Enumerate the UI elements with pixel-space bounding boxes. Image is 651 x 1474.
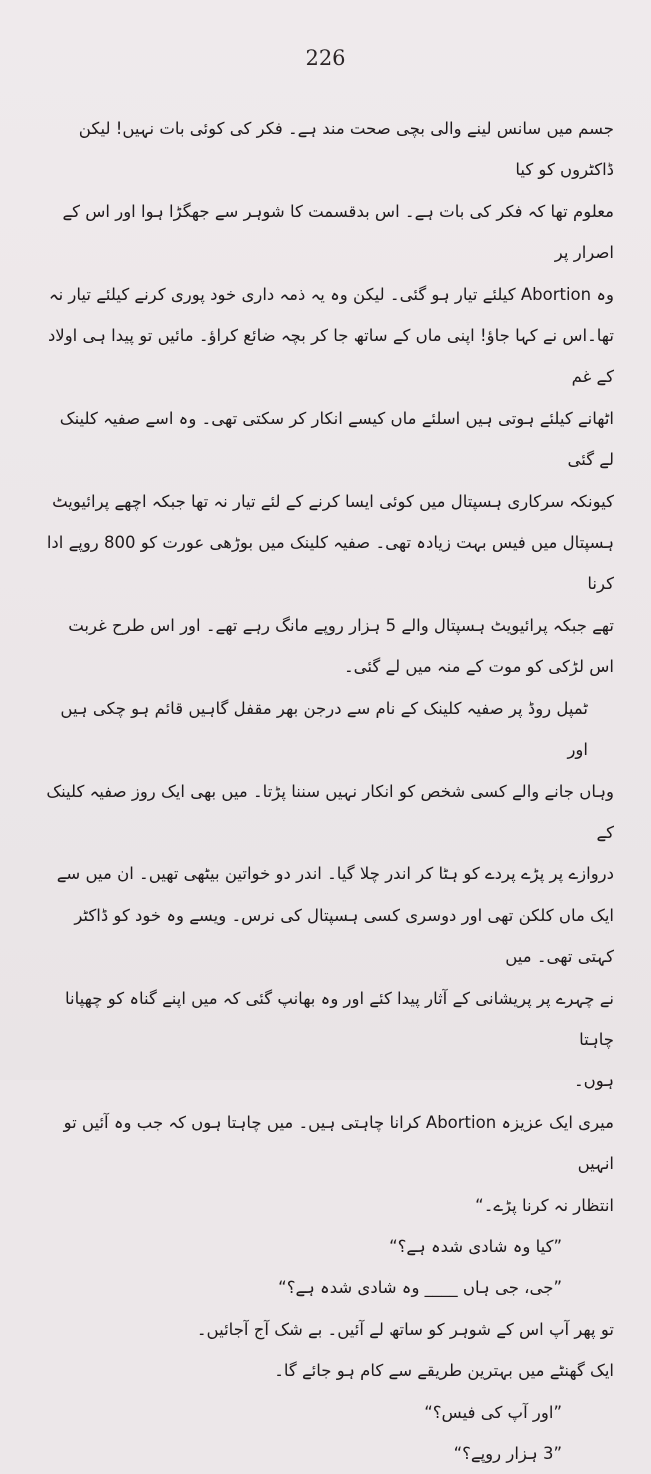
text-line: معلوم تھا کہ فکر کی بات ہے۔ اس بدقسمت کا شوہر سے جھگڑا ہوا اور اس کے اصرار پر — [62, 201, 614, 263]
page-number: 226 — [305, 46, 346, 70]
dialogue-line: ”کیا وہ شادی شدہ ہے؟“ — [389, 1236, 562, 1256]
text-line: کیونکہ سرکاری ہسپتال میں کوئی ایسا کرنے کے لئے تیار نہ تھا جبکہ اچھے پرائیویٹ — [52, 491, 614, 511]
text-line: دروازے پر پڑے پردے کو ہٹا کر اندر چلا گیا۔ اندر دو خواتین بیٹھی تھیں۔ ان میں سے — [56, 864, 614, 884]
text-line: تو پھر آپ اس کے شوہر کو ساتھ لے آئیں۔ بے شک آج آجائیں۔ — [196, 1319, 614, 1339]
text-line: ہسپتال میں فیس بہت زیادہ تھی۔ صفیہ کلینک میں بوڑھی عورت کو 800 روپے ادا کرنا — [46, 533, 614, 594]
text-line: ہوں۔ — [574, 1071, 614, 1091]
text-line: وہاں جانے والے کسی شخص کو انکار نہیں سننا پڑتا۔ میں بھی ایک روز صفیہ کلینک کے — [46, 781, 614, 842]
text-line: انتظار نہ کرنا پڑے۔“ — [475, 1195, 614, 1215]
text-line: وہ Abortion کیلئے تیار ہو گئی۔ لیکن وہ یہ ذمہ داری خود پوری کرنے کیلئے تیار نہ — [48, 284, 614, 304]
text-line: جسم میں سانس لینے والی بچی صحت مند ہے۔ فکر کی کوئی بات نہیں! لیکن ڈاکٹروں کو کیا — [78, 119, 614, 180]
text-line: میری ایک عزیزہ Abortion کرانا چاہتی ہیں۔ میں چاہتا ہوں کہ جب وہ آئیں تو انہیں — [63, 1112, 614, 1174]
text-line: تھے جبکہ پرائیویٹ ہسپتال والے 5 ہزار روپے مانگ رہے تھے۔ اور اس طرح غربت — [68, 615, 614, 635]
text-line: ایک ماں کلکن تھی اور دوسری کسی ہسپتال کی نرس۔ ویسے وہ خود کو ڈاکٹر کہتی تھی۔ میں — [74, 905, 614, 967]
dialogue-line: ”جی، جی ہاں ____ وہ شادی شدہ ہے؟“ — [278, 1278, 562, 1298]
text-line: اس لڑکی کو موت کے منہ میں لے گئی۔ — [343, 657, 614, 677]
text-line: ایک گھنٹے میں بہترین طریقے سے کام ہو جائے گا۔ — [274, 1361, 614, 1381]
text-line: نے چہرے پر پریشانی کے آثار پیدا کئے اور وہ بھانپ گئی کہ میں اپنے گناہ کو چھپانا چاہتا — [65, 988, 614, 1049]
text-line: تھا۔اس نے کہا جاؤ! اپنی ماں کے ساتھ جا کر بچہ ضائع کراؤ۔ مائیں تو پیدا ہی اولاد کے غم — [47, 326, 614, 387]
dialogue-line: ”اور آپ کی فیس؟“ — [424, 1402, 562, 1422]
page-body — [46, 108, 614, 1474]
dialogue-line: ”3 ہزار روپے؟“ — [453, 1444, 562, 1463]
text-line: اٹھانے کیلئے ہوتی ہیں اسلئے ماں کیسے انکار کر سکتی تھی۔ وہ اسے صفیہ کلینک لے گئی — [59, 408, 614, 470]
text-line: ٹمپل روڈ پر صفیہ کلینک کے نام سے درجن بھر مقفل گاہیں قائم ہو چکی ہیں اور — [60, 698, 588, 760]
